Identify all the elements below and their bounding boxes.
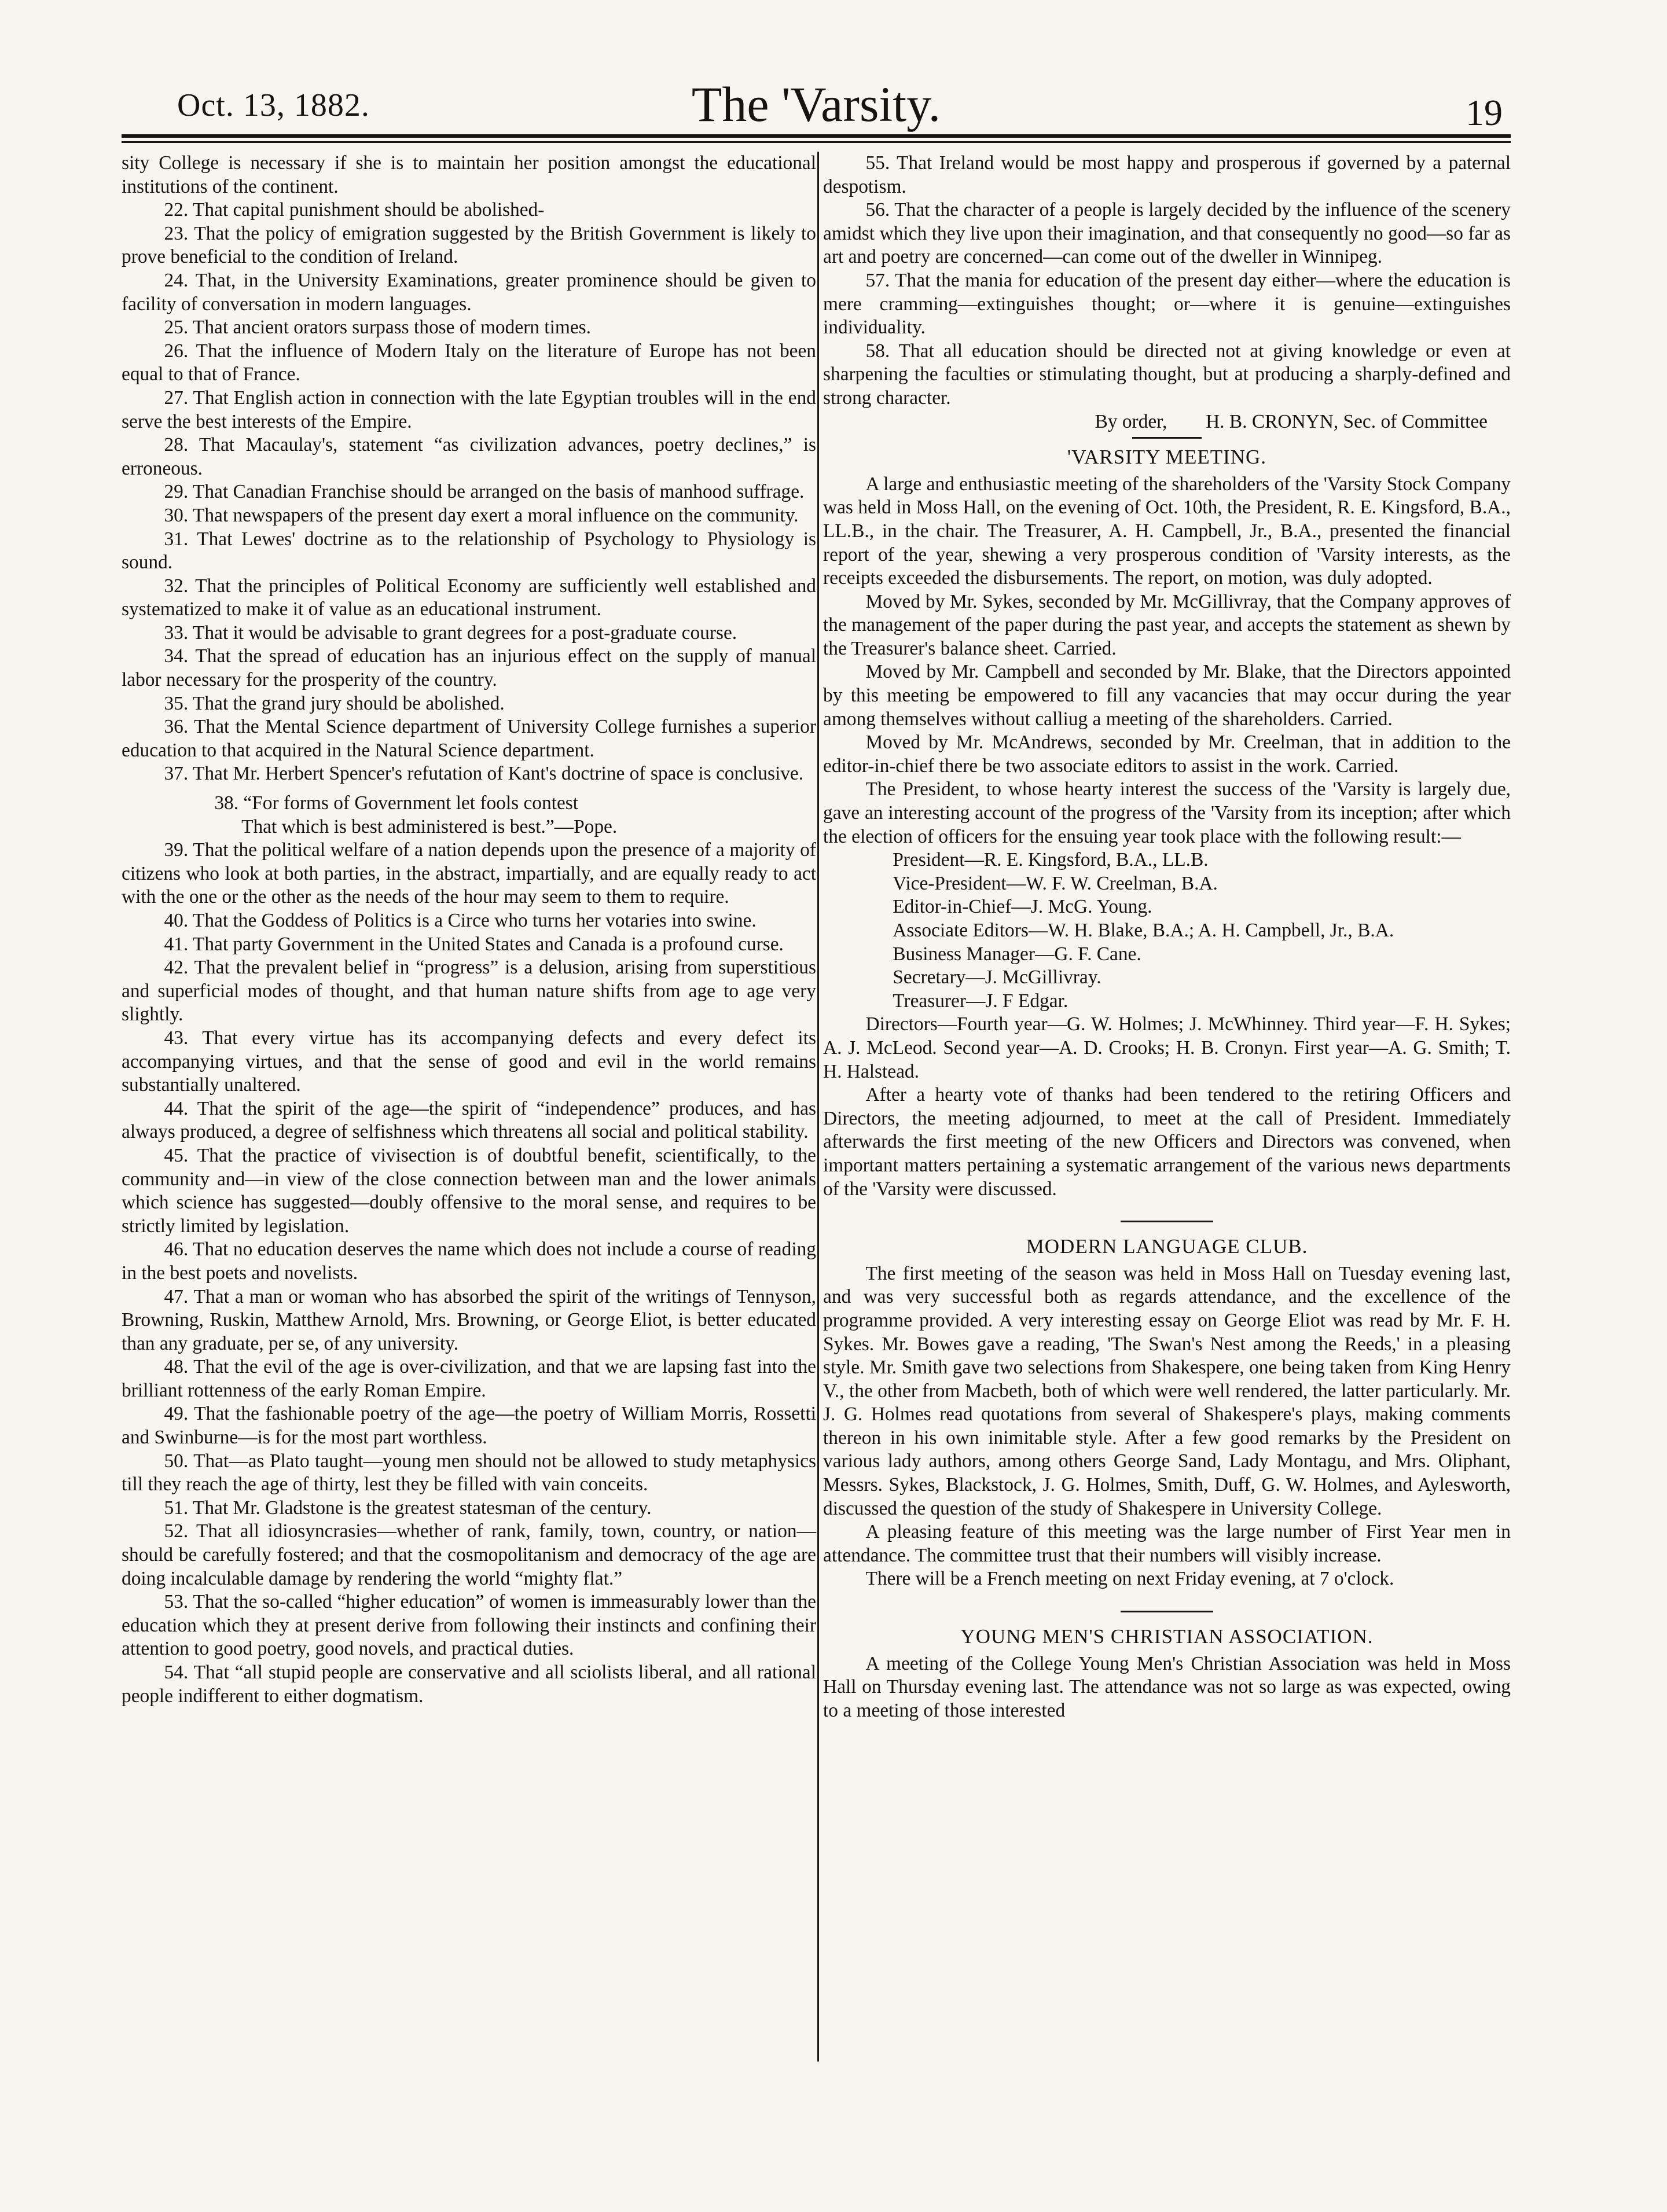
column-divider [817,152,819,2062]
list-item: 56. That the character of a people is largely decided by the influence of the scenery amidst which they live upon their imagination, and that consequently no good—so far as art and poetry are concerned—can come out of the dweller in Winnipeg. [823,199,1511,268]
paragraph: A large and enthusiastic meeting of the shareholders of the 'Varsity Stock Company was held in Moss Hall, on the evening of Oct. 10th, the President, R. E. Kingsford, B.A., LL.B., in the chair. The Treasurer, A. H. Campbell, Jr., B.A., presented the financial report of the year, shewing a very prosperous condition of 'Varsity interests, as the receipts exceeded the disbursements. The report, on motion, was duly adopted. [823,473,1511,589]
list-item: sity College is necessary if she is to maintain her position amongst the educational institutions of the continent. [122,152,816,197]
page-number: 19 [1466,92,1503,133]
section-heading-ymca: YOUNG MEN'S CHRISTIAN ASSOCIATION. [960,1625,1374,1648]
list-item: 57. That the mania for education of the present day either—where the education is mere cramming—extinguishes thought; or—where it is genuine—extinguishes individuality. [823,269,1511,339]
publication-title: The 'Varsity. [691,76,941,132]
list-item: 46. That no education deserves the name which does not include a course of reading in the best poets and novelists. [122,1239,816,1284]
list-item: 53. That the so-called “higher education” of women is immeasurably lower than the education which they at present derive from following their instincts and confining their attention to good poetry, good novels, and practical duties. [122,1591,816,1660]
list-item: 35. That the grand jury should be abolished. [164,692,505,714]
masthead [122,75,1511,139]
list-item: 55. That Ireland would be most happy and prosperous if governed by a paternal despotism. [823,152,1511,197]
right-column [823,152,1511,1722]
list-item: 32. That the principles of Political Economy are sufficiently well established and systematized to make it of value as an educational instrument. [122,575,816,620]
list-item: 54. That “all stupid people are conservative and all sciolists liberal, and all rational people indifferent to either dogmatism. [122,1662,816,1707]
list-item: 31. That Lewes' doctrine as to the relationship of Psychology to Physiology is sound. [122,528,816,574]
left-column [122,152,816,1708]
paragraph: Moved by Mr. Campbell and seconded by Mr. Blake, that the Directors appointed by this meeting be empowered to fill any vacancies that may occur during the year among themselves without calliug a meeting of the shareholders. Carried. [823,661,1511,730]
list-item: 45. That the practice of vivisection is of doubtful benefit, scientifically, to the community and—in view of the close connection between man and the lower animals which science has suggested—doubly offensive to the moral sense, and requires to be strictly limited by legislation. [122,1144,816,1237]
header-rule-thick [122,134,1511,138]
officer-entry: Business Manager—G. F. Cane. [893,943,1141,965]
officer-entry: Editor-in-Chief—J. McG. Young. [893,896,1152,918]
list-item: 44. That the spirit of the age—the spirit of “independence” produces, and has always produced, a degree of selfishness which threatens all social and political stability. [122,1097,816,1143]
list-item: 33. That it would be advisable to grant degrees for a post-graduate course. [164,622,737,644]
paragraph: There will be a French meeting on next Friday evening, at 7 o'clock. [865,1568,1394,1590]
list-item: 48. That the evil of the age is over-civilization, and that we are lapsing fast into the brilliant rottenness of the early Roman Empire. [122,1356,816,1401]
committee-signoff: By order, H. B. CRONYN, Sec. of Committee [1095,410,1488,432]
officer-entry: Vice-President—W. F. W. Creelman, B.A. [893,872,1218,894]
verse-line: That which is best administered is best.”—Pope. [241,815,618,837]
paragraph: After a hearty vote of thanks had been tendered to the retiring Officers and Directors, the meeting adjourned, to meet at the call of President. Immediately afterwards the first meeting of the new Officers and Directors was convened, when important matters pertaining a systematic arrangement of the various news departments of the 'Varsity were discussed. [823,1084,1511,1200]
paragraph: The first meeting of the season was held in Moss Hall on Tuesday evening last, and was very successful both as regards attendance, and the excellence of the programme provided. A very interesting essay on George Eliot was read by Mr. F. H. Sykes. Mr. Bowes gave a reading, 'The Swan's Nest among the Reeds,' in a pleasing style. Mr. Smith gave two selections from Shakespere, one being taken from King Henry V., the other from Macbeth, both of which were well rendered, the latter particularly. Mr. J. G. Holmes read quotations from several of Shakespere's plays, making comments thereon in his own inimitable style. After a few good remarks by the President on various lady authors, among others George Sand, Lady Montagu, and Mrs. Oliphant, Messrs. Sykes, Blackstock, J. G. Holmes, Smith, Duff, G. W. Holmes, and Aylesworth, discussed the question of the study of Shakespere in University College. [823,1262,1511,1519]
verse-line: 38. “For forms of Government let fools contest [214,792,579,814]
list-item: 25. That ancient orators surpass those of modern times. [164,317,591,339]
list-item: 43. That every virtue has its accompanying defects and every defect its accompanying virtues, and that the sense of good and evil in the world remains substantially unaltered. [122,1027,816,1096]
list-item: 50. That—as Plato taught—young men should not be allowed to study metaphysics till they reach the age of thirty, lest they be filled with vain conceits. [122,1450,816,1496]
list-item: 41. That party Government in the United States and Canada is a profound curse. [164,933,784,955]
list-item: 52. That all idiosyncrasies—whether of rank, family, town, country, or nation—should be carefully fostered; and that the cosmopolitanism and democracy of the age are doing incalculable damage by rendering the world “mighty flat.” [122,1520,816,1589]
list-item: 47. That a man or woman who has absorbed the spirit of the writings of Tennyson, Browning, Ruskin, Matthew Arnold, Mrs. Browning, or George Eliot, is better educated than any graduate, per se, of any university. [122,1285,816,1354]
list-item: 27. That English action in connection with the late Egyptian troubles will in the end serve the best interests of the Empire. [122,387,816,432]
paragraph: Moved by Mr. McAndrews, seconded by Mr. Creelman, that in addition to the editor-in-chief there be two associate editors to assist in the work. Carried. [823,732,1511,777]
list-item: 37. That Mr. Herbert Spencer's refutation of Kant's doctrine of space is conclusive. [164,763,804,785]
list-item: 58. That all education should be directed not at giving knowledge or even at sharpening the faculties or stimulating thought, but at producing a sharply-defined and strong character. [823,340,1511,409]
list-item: 26. That the influence of Modern Italy on the literature of Europe has not been equal to that of France. [122,340,816,385]
officer-entry: Associate Editors—W. H. Blake, B.A.; A. H. Campbell, Jr., B.A. [893,920,1394,941]
paragraph: A meeting of the College Young Men's Christian Association was held in Moss Hall on Thursday evening last. The attendance was not so large as was expected, owing to a meeting of those interested [823,1652,1511,1721]
paragraph: Moved by Mr. Sykes, seconded by Mr. McGillivray, that the Company approves of the management of the paper during the past year, and accepts the statement as shewn by the Treasurer's balance sheet. Carried. [823,590,1511,659]
section-heading-varsity-meeting: 'VARSITY MEETING. [1067,446,1267,469]
paragraph: A pleasing feature of this meeting was the large number of First Year men in attendance. The committee trust that their numbers will visibly increase. [823,1521,1511,1566]
list-item: 51. That Mr. Gladstone is the greatest statesman of the century. [164,1497,652,1519]
list-item: 42. That the prevalent belief in “progress” is a delusion, arising from superstitious and superficial modes of thought, and that human nature shifts from age to age very slightly. [122,957,816,1026]
officer-entry: Secretary—J. McGillivray. [893,967,1101,989]
section-divider [1132,437,1202,439]
officer-entry: Treasurer—J. F Edgar. [893,990,1069,1012]
section-heading-modern-language-club: MODERN LANGUAGE CLUB. [1026,1235,1308,1258]
list-item: 23. That the policy of emigration suggested by the British Government is likely to prove beneficial to the condition of Ireland. [122,222,816,268]
directors-paragraph: Directors—Fourth year—G. W. Holmes; J. McWhinney. Third year—F. H. Sykes; A. J. McLeod. Second year—A. D. Crooks; H. B. Cronyn. First year—A. G. Smith; T. H. Halstead. [823,1013,1511,1082]
paragraph: The President, to whose hearty interest the success of the 'Varsity is largely due, gave an interesting account of the progress of the 'Varsity from its inception; after which the election of officers for the ensuing year took place with the following result:— [823,778,1511,847]
list-item: 49. That the fashionable poetry of the age—the poetry of William Morris, Rossetti and Swinburne—is for the most part worthless. [122,1403,816,1449]
issue-date: Oct. 13, 1882. [177,87,370,123]
list-item: 28. That Macaulay's, statement “as civilization advances, poetry declines,” is erroneous. [122,434,816,479]
list-item: 39. That the political welfare of a nation depends upon the presence of a majority of citizens who look at both parties, in the abstract, impartially, and are equally ready to act with the one or the other as the needs of the hour may seem to them to require. [122,839,816,908]
list-item: 22. That capital punishment should be abolished- [164,199,545,221]
list-item: 34. That the spread of education has an injurious effect on the supply of manual labor necessary for the prosperity of the country. [122,645,816,691]
section-divider [1121,1221,1213,1222]
list-item: 36. That the Mental Science department of University College furnishes a superior education to that acquired in the Natural Science department. [122,716,816,761]
header-rule-thin [122,141,1511,143]
list-item: 29. That Canadian Franchise should be arranged on the basis of manhood suffrage. [164,481,805,503]
list-item: 30. That newspapers of the present day exert a moral influence on the community. [164,504,799,526]
list-item: 24. That, in the University Examinations, greater prominence should be given to facility of conversation in modern languages. [122,269,816,315]
officer-entry: President—R. E. Kingsford, B.A., LL.B. [893,849,1209,871]
section-divider [1121,1611,1213,1612]
list-item: 40. That the Goddess of Politics is a Circe who turns her votaries into swine. [164,910,757,931]
